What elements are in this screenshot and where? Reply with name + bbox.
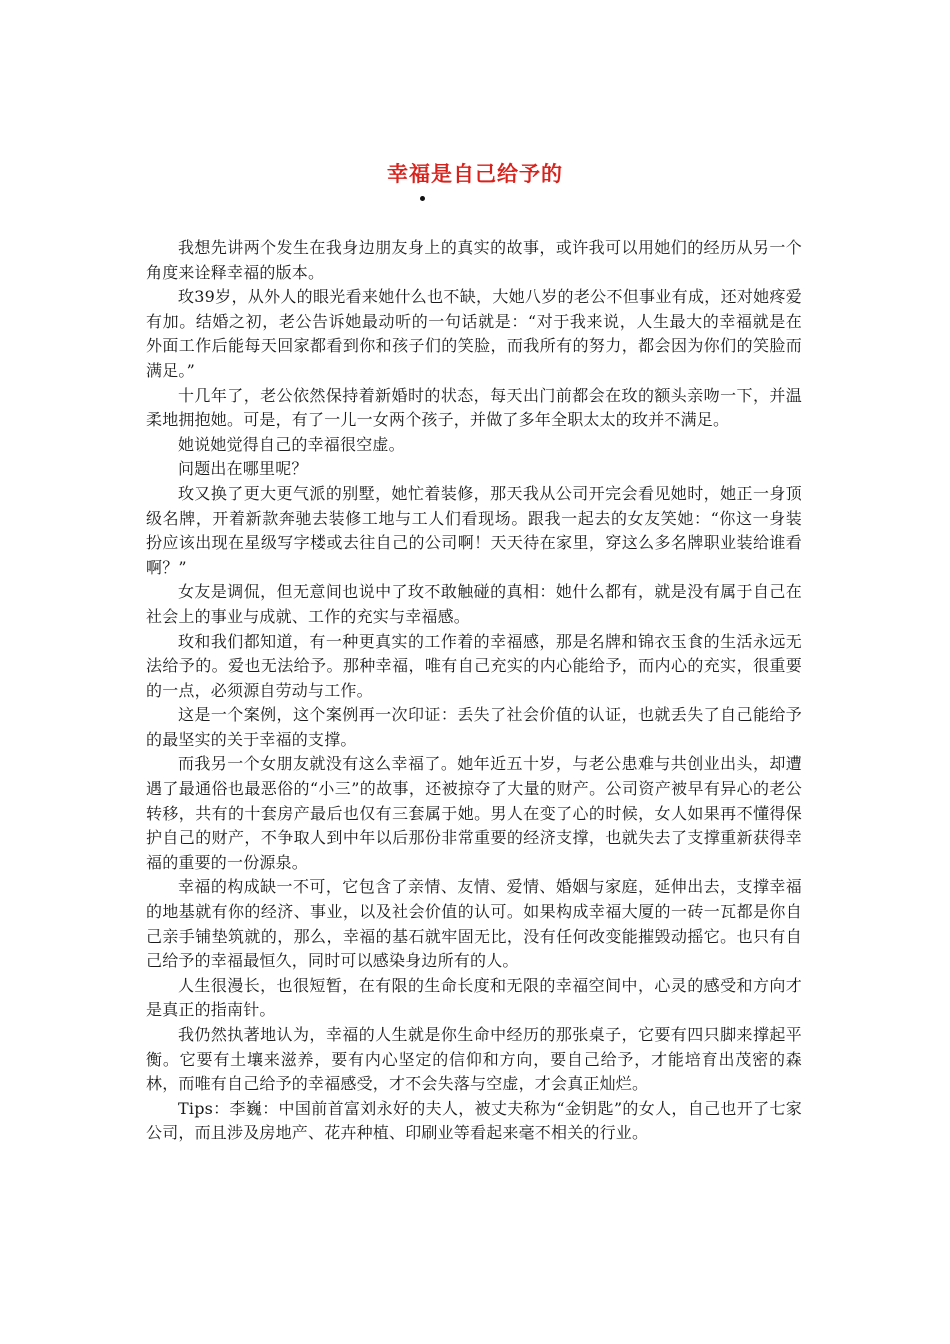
paragraph: 玫39岁，从外人的眼光看来她什么也不缺，大她八岁的老公不但事业有成，还对她疼爱有加。结婚之初，老公告诉她最动听的一句话就是：“对于我来说，人生最大的幸福就是在外面工作后能每天回家都看到你和孩子们的笑脸，而我所有的努力，都会因为你们的笑脸而满足。” xyxy=(146,287,802,380)
paragraph: 人生很漫长，也很短暂，在有限的生命长度和无限的幸福空间中，心灵的感受和方向才是真正的指南针。 xyxy=(146,975,802,1020)
paragraph: 玫和我们都知道，有一种更真实的工作着的幸福感，那是名牌和锦衣玉食的生活永远无法给予的。爱也无法给予。那种幸福，唯有自己充实的内心能给予，而内心的充实，很重要的一点，必须源自劳动与工作。 xyxy=(146,631,802,700)
title-bullet-dot xyxy=(420,196,425,201)
paragraph: 问题出在哪里呢？ xyxy=(178,459,308,479)
paragraph: 十几年了，老公依然保持着新婚时的状态，每天出门前都会在玫的额头亲吻一下，并温柔地拥抱她。可是，有了一儿一女两个孩子，并做了多年全职太太的玫并不满足。 xyxy=(146,385,802,430)
paragraph: 而我另一个女朋友就没有这么幸福了。她年近五十岁，与老公患难与共创业出头，却遭遇了最通俗也最恶俗的“小三”的故事，还被掠夺了大量的财产。公司资产被早有异心的老公转移，共有的十套房产最后也仅有三套属于她。男人在变了心的时候，女人如果再不懂得保护自己的财产，不争取人到中年以后那份非常重要的经济支撑，也就失去了支撑重新获得幸福的重要的一份源泉。 xyxy=(146,754,802,872)
paragraph: 玫又换了更大更气派的别墅，她忙着装修，那天我从公司开完会看见她时，她正一身顶级名牌，开着新款奔驰去装修工地与工人们看现场。跟我一起去的女友笑她：“你这一身装扮应该出现在星级写字楼或去往自己的公司啊！天天待在家里，穿这么多名牌职业装给谁看啊？” xyxy=(146,483,802,577)
paragraph: 她说她觉得自己的幸福很空虚。 xyxy=(178,434,405,454)
paragraph: 幸福的构成缺一不可，它包含了亲情、友情、爱情、婚姻与家庭，延伸出去，支撑幸福的地基就有你的经济、事业，以及社会价值的认可。如果构成幸福大厦的一砖一瓦都是你自己亲手铺垫筑就的，那么，幸福的基石就牢固无比，没有任何改变能摧毁动摇它。也只有自己给予的幸福最恒久，同时可以感染身边所有的人。 xyxy=(146,877,802,971)
paragraph: 我想先讲两个发生在我身边朋友身上的真实的故事，或许我可以用她们的经历从另一个角度来诠释幸福的版本。 xyxy=(146,238,802,282)
paragraph: 女友是调侃，但无意间也说中了玫不敢触碰的真相：她什么都有，就是没有属于自己在社会上的事业与成就、工作的充实与幸福感。 xyxy=(146,582,802,626)
tips-paragraph: Tips：李巍：中国前首富刘永好的夫人，被丈夫称为“金钥匙”的女人，自己也开了七家公司，而且涉及房地产、花卉种植、印刷业等看起来毫不相关的行业。 xyxy=(146,1098,802,1143)
paragraph: 这是一个案例，这个案例再一次印证：丢失了社会价值的认证，也就丢失了自己能给予的最坚实的关于幸福的支撑。 xyxy=(146,705,802,749)
article-body xyxy=(146,236,802,1146)
paragraph: 我仍然执著地认为，幸福的人生就是你生命中经历的那张桌子，它要有四只脚来撑起平衡。它要有土壤来滋养，要有内心坚定的信仰和方向，要自己给予，才能培育出茂密的森林，而唯有自己给予的幸福感受，才不会失落与空虚，才会真正灿烂。 xyxy=(146,1025,802,1094)
page-title: 幸福是自己给予的 xyxy=(387,162,563,186)
